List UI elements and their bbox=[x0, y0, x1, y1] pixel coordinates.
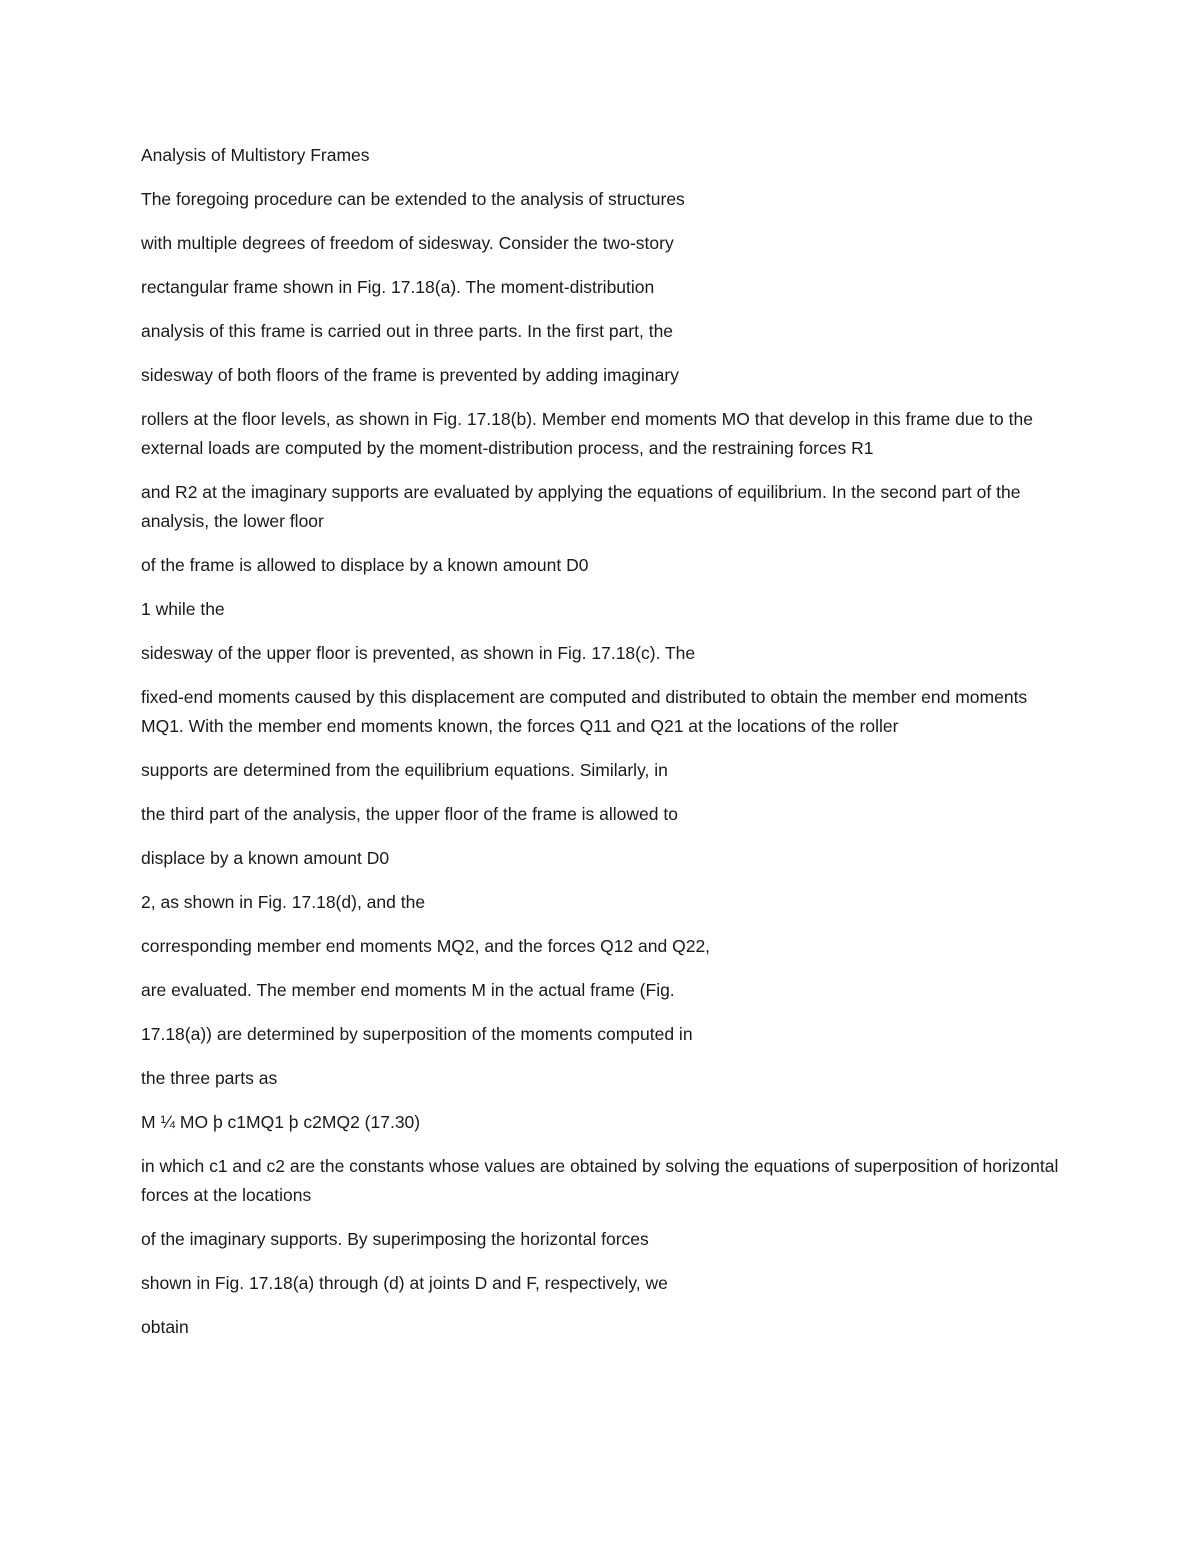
paragraph: 17.18(a)) are determined by superposition of the moments computed in bbox=[141, 1024, 693, 1044]
paragraph: of the imaginary supports. By superimposing the horizontal forces bbox=[141, 1229, 649, 1249]
document-body bbox=[141, 141, 1071, 1357]
paragraph: sidesway of both floors of the frame is prevented by adding imaginary bbox=[141, 365, 679, 385]
paragraph: analysis of this frame is carried out in three parts. In the first part, the bbox=[141, 321, 674, 341]
paragraph: supports are determined from the equilibrium equations. Similarly, in bbox=[141, 760, 668, 780]
paragraph: rectangular frame shown in Fig. 17.18(a). The moment-distribution bbox=[141, 277, 655, 297]
paragraph: fixed-end moments caused by this displacement are computed and distributed to obtain the member end moments MQ1. With the member end moments known, the forces Q11 and Q21 at the locations of the roller bbox=[141, 687, 1028, 736]
paragraph: shown in Fig. 17.18(a) through (d) at joints D and F, respectively, we bbox=[141, 1273, 668, 1293]
equation: M ¼ MO þ c1MQ1 þ c2MQ2 (17.30) bbox=[141, 1112, 421, 1132]
paragraph: are evaluated. The member end moments M in the actual frame (Fig. bbox=[141, 980, 675, 1000]
paragraph: sidesway of the upper floor is prevented, as shown in Fig. 17.18(c). The bbox=[141, 643, 696, 663]
paragraph: 2, as shown in Fig. 17.18(d), and the bbox=[141, 892, 426, 912]
paragraph: the three parts as bbox=[141, 1068, 278, 1088]
paragraph: with multiple degrees of freedom of sidesway. Consider the two-story bbox=[141, 233, 674, 253]
paragraph: the third part of the analysis, the upper floor of the frame is allowed to bbox=[141, 804, 678, 824]
paragraph: obtain bbox=[141, 1317, 189, 1337]
paragraph: The foregoing procedure can be extended to the analysis of structures bbox=[141, 189, 685, 209]
paragraph: and R2 at the imaginary supports are evaluated by applying the equations of equilibrium. In the second part of the analysis, the lower floor bbox=[141, 482, 1021, 531]
document-title: Analysis of Multistory Frames bbox=[141, 145, 370, 165]
paragraph: displace by a known amount D0 bbox=[141, 848, 390, 868]
paragraph: of the frame is allowed to displace by a known amount D0 bbox=[141, 555, 589, 575]
paragraph: 1 while the bbox=[141, 599, 225, 619]
paragraph: rollers at the floor levels, as shown in Fig. 17.18(b). Member end moments MO that develop in this frame due to the external loads are computed by the moment-distribution process, and the restraining forces R1 bbox=[141, 409, 1033, 458]
paragraph: corresponding member end moments MQ2, and the forces Q12 and Q22, bbox=[141, 936, 711, 956]
paragraph: in which c1 and c2 are the constants whose values are obtained by solving the equations of superposition of horizontal forces at the locations bbox=[141, 1156, 1059, 1205]
